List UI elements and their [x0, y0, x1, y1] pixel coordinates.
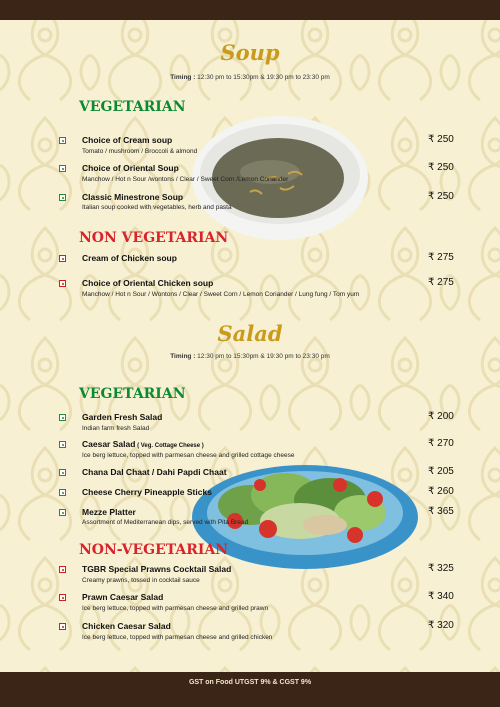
salad-veg-item-name: Mezze Platter — [82, 507, 136, 517]
salad-veg-item-name: Cheese Cherry Pineapple Sticks — [82, 487, 212, 497]
salad-nonveg-item-price: ₹ 320 — [428, 620, 454, 631]
veg-indicator-icon — [59, 469, 66, 476]
soup-nonveg-item-price: ₹ 275 — [428, 277, 454, 288]
soup-nonveg-item-desc: Manchow / Hot n Sour / Wontons / Clear / Sweet Corn / Lemon Coriander / Lung fung / Tom yum — [82, 291, 360, 298]
salad-nonveg-item-desc: Ice berg lettuce, topped with parmesan cheese and grilled chicken — [82, 634, 273, 641]
soup-veg-item-price: ₹ 250 — [428, 191, 454, 202]
salad-veg-item-name: Garden Fresh Salad — [82, 412, 163, 422]
salad-nonveg-item-name: Prawn Caesar Salad — [82, 592, 164, 602]
soup-nonveg-item-price: ₹ 275 — [428, 252, 454, 263]
salad-nonveg-item-price: ₹ 340 — [428, 591, 454, 602]
veg-indicator-icon — [59, 165, 66, 172]
salad-nonveg-item-desc: Ice berg lettuce, topped with parmesan cheese and grilled prawn — [82, 605, 269, 612]
salad-nonveg-item-price: ₹ 325 — [428, 563, 454, 574]
nonveg-indicator-icon — [59, 594, 66, 601]
soup-veg-item-desc: Italian soup cooked with vegetables, herb and pasta — [82, 204, 232, 211]
veg-indicator-icon — [59, 137, 66, 144]
salad-heading: Salad — [217, 321, 283, 346]
salad-nonveg-item-desc: Creamy prawns, tossed in cocktail sauce — [82, 577, 200, 584]
veg-indicator-icon — [59, 194, 66, 201]
veg-indicator-icon — [59, 441, 66, 448]
salad-veg-item-price: ₹ 200 — [428, 411, 454, 422]
salad-veg-item-price: ₹ 270 — [428, 438, 454, 449]
soup-veg-item-price: ₹ 250 — [428, 134, 454, 145]
bottom-band — [0, 672, 500, 707]
top-band — [0, 0, 500, 20]
salad-nonveg-title: NON-VEGETARIAN — [79, 542, 229, 558]
soup-veg-item-name: Choice of Cream soup — [82, 135, 173, 145]
salad-timing: Timing : 12:30 pm to 15:30pm & 19:30 pm to 23:30 pm — [170, 353, 330, 360]
salad-nonveg-item-name: TGBR Special Prawns Cocktail Salad — [82, 564, 232, 574]
salad-veg-item-name: Chana Dal Chaat / Dahi Papdi Chaat — [82, 467, 227, 477]
salad-veg-title: VEGETARIAN — [79, 386, 186, 402]
salad-nonveg-item-name: Chicken Caesar Salad — [82, 621, 171, 631]
soup-veg-title: VEGETARIAN — [79, 99, 186, 115]
salad-veg-item-desc: Assortment of Mediterranean dips, served with Pita Bread — [82, 519, 249, 526]
salad-veg-item-name: Caesar Salad ( Veg. Cottage Cheese ) — [82, 439, 204, 449]
veg-indicator-icon — [59, 489, 66, 496]
soup-veg-item-name: Classic Minestrone Soup — [82, 192, 184, 202]
soup-heading: Soup — [220, 40, 280, 65]
nonveg-indicator-icon — [59, 280, 66, 287]
nonveg-indicator-icon — [59, 566, 66, 573]
salad-veg-item-desc: Ice berg lettuce, topped with parmesan cheese and grilled cottage cheese — [82, 452, 295, 459]
nonveg-indicator-icon — [59, 623, 66, 630]
veg-indicator-icon — [59, 414, 66, 421]
soup-timing: Timing : 12:30 pm to 15:30pm & 19:30 pm to 23:30 pm — [170, 74, 330, 81]
soup-nonveg-item-name: Cream of Chicken soup — [82, 253, 177, 263]
soup-veg-item-desc: Manchow / Hot n Sour /wontons / Clear / Sweet Corn /Lemon Coriander — [82, 176, 289, 183]
salad-veg-item-price: ₹ 260 — [428, 486, 454, 497]
soup-nonveg-item-name: Choice of Oriental Chicken soup — [82, 278, 214, 288]
soup-veg-item-name: Choice of Oriental Soup — [82, 163, 179, 173]
salad-veg-item-price: ₹ 205 — [428, 466, 454, 477]
gst-note: GST on Food UTGST 9% & CGST 9% — [188, 679, 312, 686]
salad-veg-item-price: ₹ 365 — [428, 506, 454, 517]
soup-veg-item-price: ₹ 250 — [428, 162, 454, 173]
nonveg-indicator-icon — [59, 255, 66, 262]
soup-nonveg-title: NON VEGETARIAN — [79, 230, 229, 246]
soup-veg-item-desc: Tomato / mushroom / Broccoli & almond — [82, 148, 198, 155]
salad-veg-item-desc: Indian farm fresh Salad — [82, 425, 150, 432]
veg-indicator-icon — [59, 509, 66, 516]
